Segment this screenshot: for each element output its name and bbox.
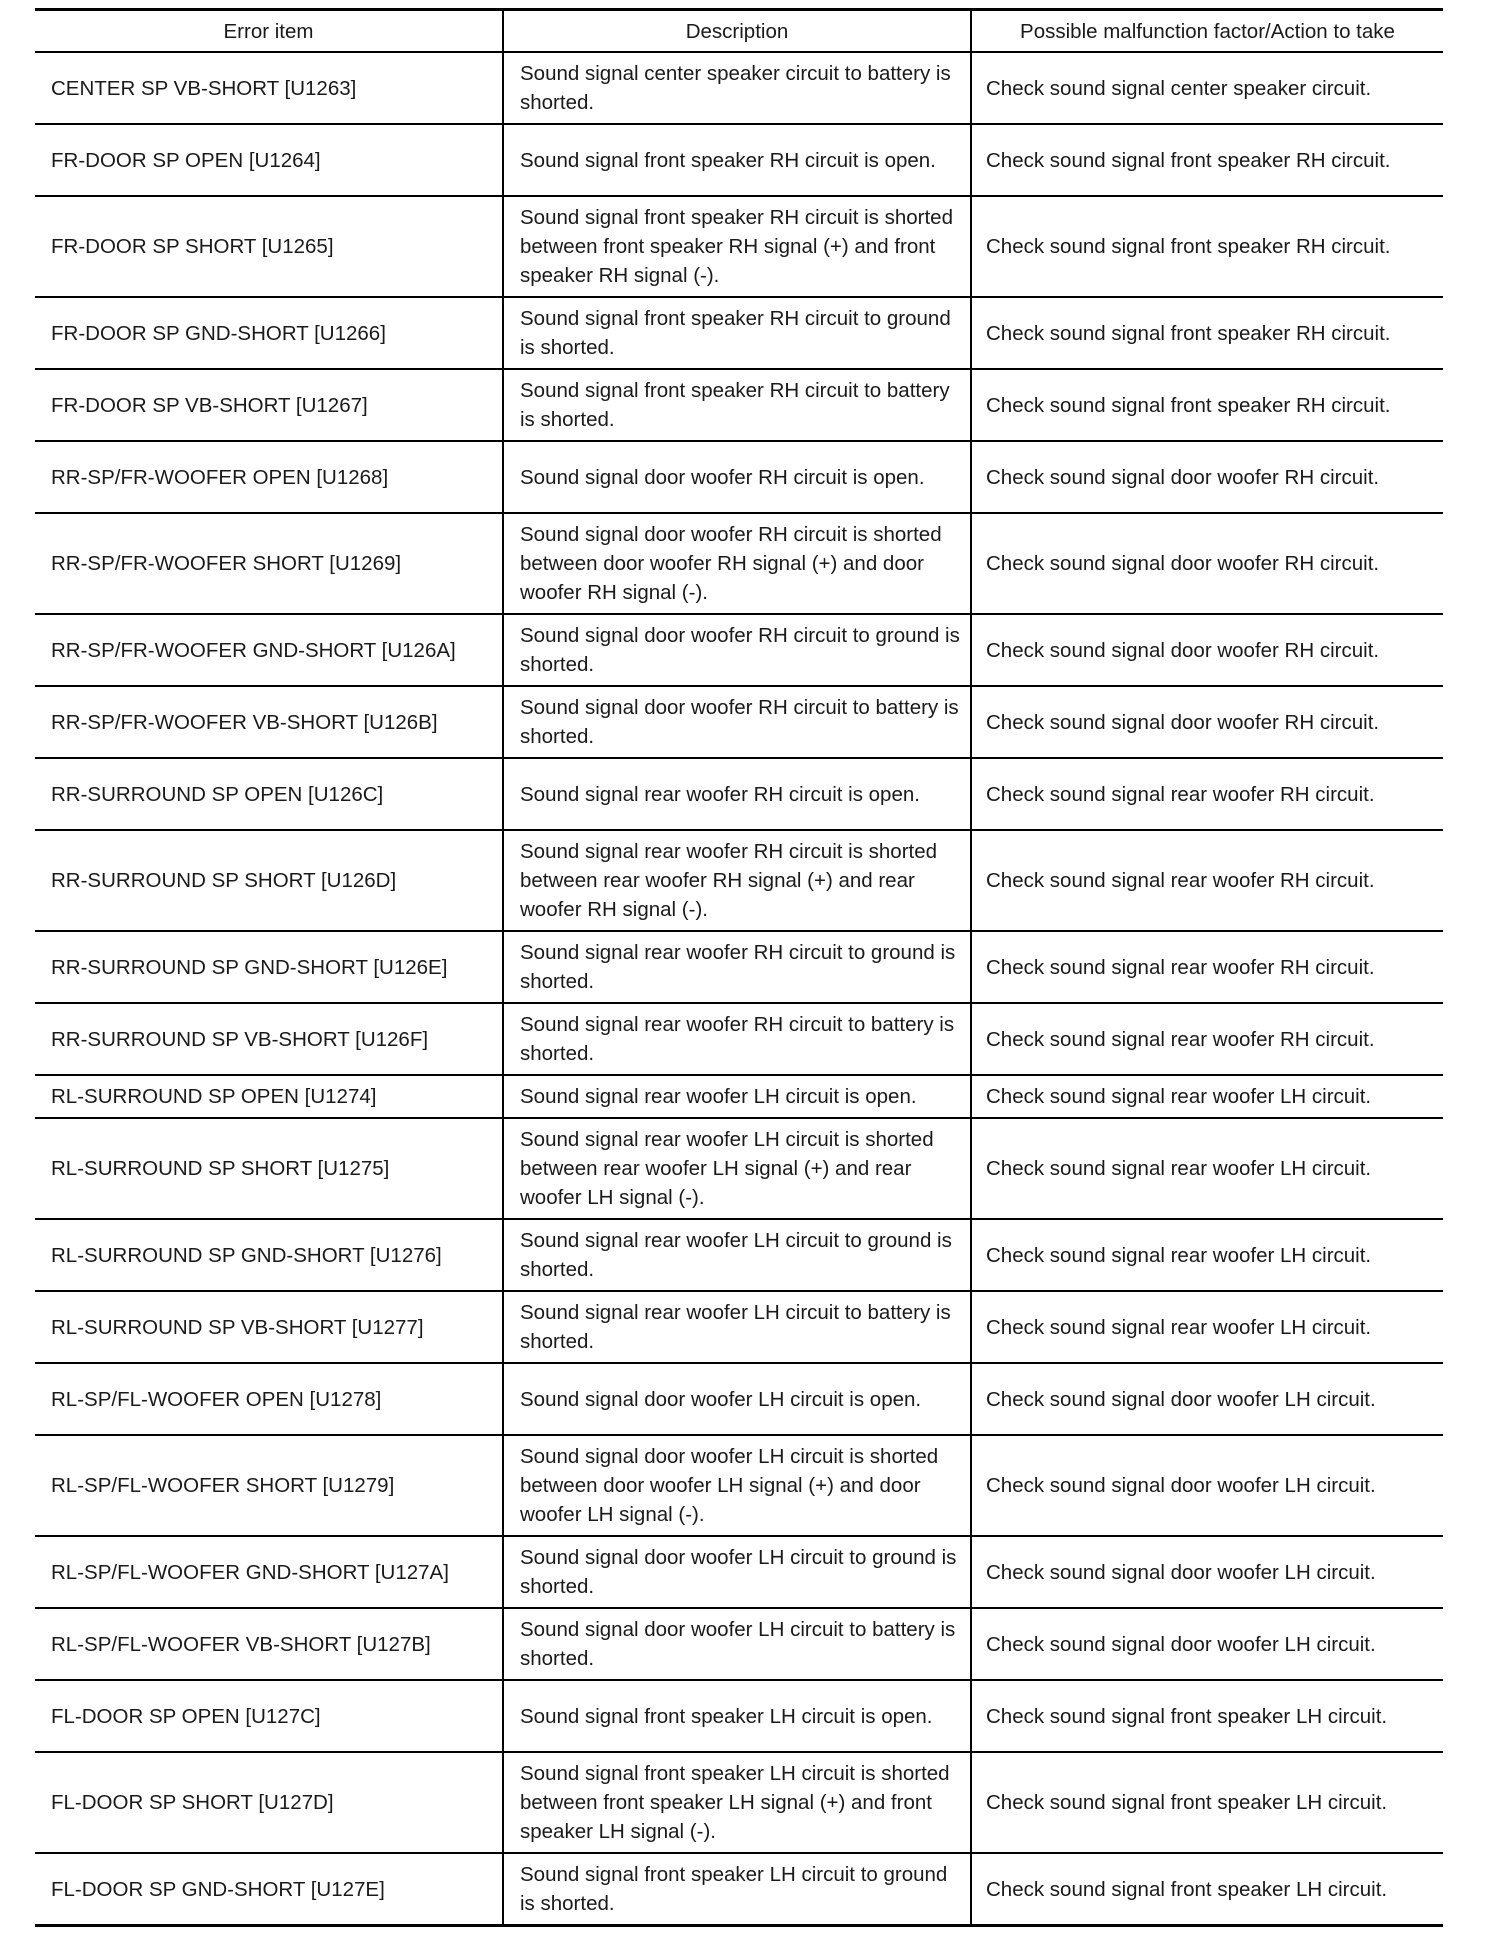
table-row	[35, 297, 1443, 369]
action-cell: Check sound signal door woofer RH circuit.	[971, 614, 1443, 686]
description-cell: Sound signal rear woofer RH circuit to ground is shorted.	[503, 931, 971, 1003]
description-cell: Sound signal rear woofer RH circuit is open.	[503, 758, 971, 830]
table-row	[35, 369, 1443, 441]
description-cell: Sound signal rear woofer RH circuit to battery is shorted.	[503, 1003, 971, 1075]
table-row	[35, 1680, 1443, 1752]
error-item-cell: FL-DOOR SP GND-SHORT [U127E]	[35, 1853, 503, 1926]
action-cell: Check sound signal door woofer LH circuit.	[971, 1536, 1443, 1608]
description-cell: Sound signal rear woofer LH circuit is shorted between rear woofer LH signal (+) and rear woofer LH signal (-).	[503, 1118, 971, 1219]
description-cell: Sound signal front speaker RH circuit is shorted between front speaker RH signal (+) and front speaker RH signal (-).	[503, 196, 971, 297]
description-cell: Sound signal front speaker LH circuit is shorted between front speaker LH signal (+) and front speaker LH signal (-).	[503, 1752, 971, 1853]
description-cell: Sound signal rear woofer LH circuit to battery is shorted.	[503, 1291, 971, 1363]
table-row	[35, 1219, 1443, 1291]
action-cell: Check sound signal rear woofer RH circuit.	[971, 931, 1443, 1003]
description-cell: Sound signal door woofer RH circuit is open.	[503, 441, 971, 513]
error-item-cell: RR-SP/FR-WOOFER GND-SHORT [U126A]	[35, 614, 503, 686]
error-item-cell: CENTER SP VB-SHORT [U1263]	[35, 52, 503, 124]
table-row	[35, 1118, 1443, 1219]
error-item-cell: RL-SP/FL-WOOFER SHORT [U1279]	[35, 1435, 503, 1536]
error-item-cell: RL-SP/FL-WOOFER GND-SHORT [U127A]	[35, 1536, 503, 1608]
table-row	[35, 196, 1443, 297]
description-cell: Sound signal door woofer RH circuit to battery is shorted.	[503, 686, 971, 758]
error-item-cell: RL-SURROUND SP SHORT [U1275]	[35, 1118, 503, 1219]
error-item-table	[35, 8, 1443, 1927]
error-item-cell: RR-SP/FR-WOOFER VB-SHORT [U126B]	[35, 686, 503, 758]
description-cell: Sound signal door woofer RH circuit is shorted between door woofer RH signal (+) and door woofer RH signal (-).	[503, 513, 971, 614]
error-item-cell: RL-SURROUND SP GND-SHORT [U1276]	[35, 1219, 503, 1291]
action-cell: Check sound signal rear woofer RH circuit.	[971, 758, 1443, 830]
table-row	[35, 513, 1443, 614]
error-item-cell: RL-SP/FL-WOOFER VB-SHORT [U127B]	[35, 1608, 503, 1680]
description-cell: Sound signal door woofer RH circuit to ground is shorted.	[503, 614, 971, 686]
action-cell: Check sound signal front speaker RH circuit.	[971, 124, 1443, 196]
table-row	[35, 830, 1443, 931]
error-item-cell: RR-SP/FR-WOOFER SHORT [U1269]	[35, 513, 503, 614]
header-error-item: Error item	[35, 10, 503, 53]
description-cell: Sound signal front speaker LH circuit is open.	[503, 1680, 971, 1752]
description-cell: Sound signal door woofer LH circuit is shorted between door woofer LH signal (+) and door woofer LH signal (-).	[503, 1435, 971, 1536]
error-item-cell: RR-SP/FR-WOOFER OPEN [U1268]	[35, 441, 503, 513]
action-cell: Check sound signal door woofer RH circuit.	[971, 686, 1443, 758]
table-row	[35, 1003, 1443, 1075]
table-row	[35, 758, 1443, 830]
table-row	[35, 1608, 1443, 1680]
error-item-cell: RL-SURROUND SP VB-SHORT [U1277]	[35, 1291, 503, 1363]
error-item-cell: FR-DOOR SP VB-SHORT [U1267]	[35, 369, 503, 441]
description-cell: Sound signal front speaker RH circuit to ground is shorted.	[503, 297, 971, 369]
table-row	[35, 686, 1443, 758]
table-row	[35, 1752, 1443, 1853]
description-cell: Sound signal rear woofer LH circuit is open.	[503, 1075, 971, 1118]
error-item-cell: RL-SURROUND SP OPEN [U1274]	[35, 1075, 503, 1118]
description-cell: Sound signal door woofer LH circuit to ground is shorted.	[503, 1536, 971, 1608]
header-action: Possible malfunction factor/Action to take	[971, 10, 1443, 53]
table-row	[35, 931, 1443, 1003]
description-cell: Sound signal rear woofer RH circuit is shorted between rear woofer RH signal (+) and rear woofer RH signal (-).	[503, 830, 971, 931]
table-row	[35, 1853, 1443, 1926]
action-cell: Check sound signal rear woofer LH circuit.	[971, 1118, 1443, 1219]
table-row	[35, 124, 1443, 196]
error-item-cell: RL-SP/FL-WOOFER OPEN [U1278]	[35, 1363, 503, 1435]
description-cell: Sound signal rear woofer LH circuit to ground is shorted.	[503, 1219, 971, 1291]
description-cell: Sound signal door woofer LH circuit is open.	[503, 1363, 971, 1435]
error-item-cell: RR-SURROUND SP SHORT [U126D]	[35, 830, 503, 931]
action-cell: Check sound signal door woofer LH circuit.	[971, 1363, 1443, 1435]
action-cell: Check sound signal door woofer LH circuit.	[971, 1435, 1443, 1536]
action-cell: Check sound signal door woofer LH circuit.	[971, 1608, 1443, 1680]
action-cell: Check sound signal front speaker LH circuit.	[971, 1853, 1443, 1926]
table-row	[35, 1536, 1443, 1608]
action-cell: Check sound signal rear woofer LH circuit.	[971, 1291, 1443, 1363]
error-item-cell: FR-DOOR SP SHORT [U1265]	[35, 196, 503, 297]
action-cell: Check sound signal front speaker RH circuit.	[971, 196, 1443, 297]
action-cell: Check sound signal front speaker RH circuit.	[971, 297, 1443, 369]
action-cell: Check sound signal rear woofer LH circuit.	[971, 1075, 1443, 1118]
action-cell: Check sound signal front speaker LH circuit.	[971, 1680, 1443, 1752]
action-cell: Check sound signal rear woofer RH circuit.	[971, 830, 1443, 931]
table-row	[35, 1435, 1443, 1536]
description-cell: Sound signal center speaker circuit to battery is shorted.	[503, 52, 971, 124]
error-item-cell: FR-DOOR SP OPEN [U1264]	[35, 124, 503, 196]
table-row	[35, 1075, 1443, 1118]
description-cell: Sound signal front speaker LH circuit to ground is shorted.	[503, 1853, 971, 1926]
table-row	[35, 1363, 1443, 1435]
table-row	[35, 52, 1443, 124]
error-item-cell: RR-SURROUND SP GND-SHORT [U126E]	[35, 931, 503, 1003]
action-cell: Check sound signal door woofer RH circuit.	[971, 441, 1443, 513]
table-row	[35, 614, 1443, 686]
action-cell: Check sound signal center speaker circuit.	[971, 52, 1443, 124]
description-cell: Sound signal door woofer LH circuit to battery is shorted.	[503, 1608, 971, 1680]
error-item-cell: FL-DOOR SP OPEN [U127C]	[35, 1680, 503, 1752]
error-item-cell: FR-DOOR SP GND-SHORT [U1266]	[35, 297, 503, 369]
action-cell: Check sound signal rear woofer LH circuit.	[971, 1219, 1443, 1291]
description-cell: Sound signal front speaker RH circuit is open.	[503, 124, 971, 196]
table-row	[35, 1291, 1443, 1363]
error-item-cell: RR-SURROUND SP VB-SHORT [U126F]	[35, 1003, 503, 1075]
table-header-row	[35, 10, 1443, 53]
error-item-cell: RR-SURROUND SP OPEN [U126C]	[35, 758, 503, 830]
table-row	[35, 441, 1443, 513]
action-cell: Check sound signal front speaker RH circuit.	[971, 369, 1443, 441]
error-item-cell: FL-DOOR SP SHORT [U127D]	[35, 1752, 503, 1853]
header-description: Description	[503, 10, 971, 53]
description-cell: Sound signal front speaker RH circuit to battery is shorted.	[503, 369, 971, 441]
action-cell: Check sound signal rear woofer RH circuit.	[971, 1003, 1443, 1075]
error-table-page	[35, 8, 1443, 1927]
action-cell: Check sound signal front speaker LH circuit.	[971, 1752, 1443, 1853]
action-cell: Check sound signal door woofer RH circuit.	[971, 513, 1443, 614]
